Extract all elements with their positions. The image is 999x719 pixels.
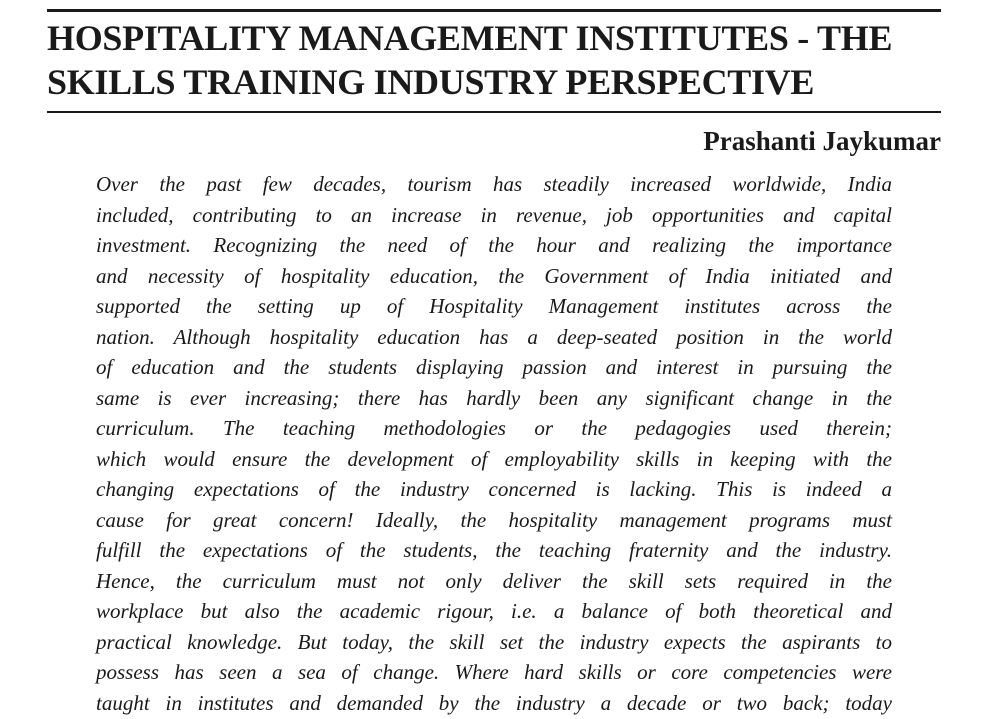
- abstract-line: workplace but also the academic rigour, i.e. a balance of both theoretical and: [96, 599, 892, 623]
- abstract-paragraph: [96, 169, 892, 718]
- abstract-line: changing expectations of the industry concerned is lacking. This is indeed a: [96, 477, 892, 501]
- title-top-rule: [47, 9, 941, 12]
- title-bottom-rule: [47, 111, 941, 113]
- article-title-line: SKILLS TRAINING INDUSTRY PERSPECTIVE: [47, 62, 815, 102]
- article-title: [47, 16, 947, 104]
- abstract-line: curriculum. The teaching methodologies or the pedagogies used therein;: [96, 416, 892, 440]
- abstract-line: Over the past few decades, tourism has steadily increased worldwide, India: [96, 172, 892, 196]
- abstract-line: fulfill the expectations of the students, the teaching fraternity and the industry.: [96, 538, 892, 562]
- abstract-line: of education and the students displaying passion and interest in pursuing the: [96, 355, 892, 379]
- abstract-line: supported the setting up of Hospitality Management institutes across the: [96, 294, 892, 318]
- abstract-line: which would ensure the development of employability skills in keeping with the: [96, 446, 892, 471]
- article-title-line: HOSPITALITY MANAGEMENT INSTITUTES - THE: [47, 18, 893, 58]
- abstract-line: cause for great concern! Ideally, the hospitality management programs must: [96, 507, 892, 532]
- abstract-line: practical knowledge. But today, the skill set the industry expects the aspirants to: [96, 629, 892, 654]
- abstract-line: taught in institutes and demanded by the industry a decade or two back; today: [96, 690, 892, 715]
- abstract-line: possess has seen a sea of change. Where hard skills or core competencies were: [96, 660, 892, 684]
- abstract-line: and necessity of hospitality education, the Government of India initiated and: [96, 263, 892, 288]
- abstract-line: nation. Although hospitality education has a deep-seated position in the world: [96, 324, 892, 349]
- abstract-line: included, contributing to an increase in revenue, job opportunities and capital: [96, 202, 892, 227]
- abstract-line: investment. Recognizing the need of the hour and realizing the importance: [96, 233, 892, 257]
- abstract-line: Hence, the curriculum must not only deliver the skill sets required in the: [96, 568, 892, 593]
- abstract-line: same is ever increasing; there has hardly been any significant change in the: [96, 385, 892, 410]
- author-name: Prashanti Jaykumar: [703, 126, 941, 156]
